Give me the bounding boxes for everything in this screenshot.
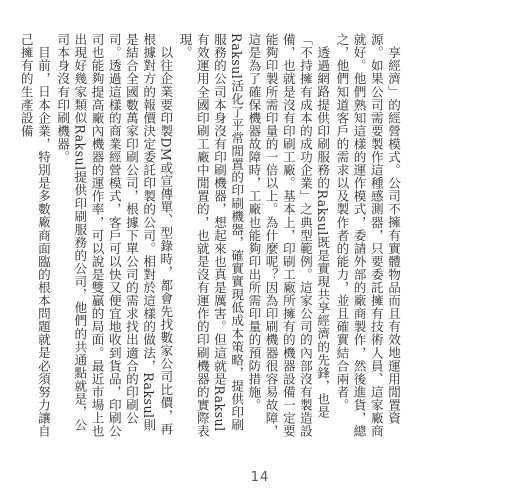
- paragraph: 目前，日本企業，特別是多數廠商面臨的根本問題就是必須努力讓自己擁有的生產設備: [18, 33, 51, 438]
- body-text: [18, 33, 402, 441]
- page-number: 14: [250, 470, 270, 485]
- paragraph: 享經濟」的經營模式。公司不擁有實體物品而且有效地運用閒置資源。如果公司需要製作這種感測器，只要委託擁有技術人員、這家廠商就好。他們熟知這樣的運作模式，委請外部的廠商製作，然後進貨，總之，他們知道客戶的需求以及製作者的能力，並且確實結合兩者。: [334, 33, 401, 438]
- paragraph: 透過網路提供印刷服務的Raksul既是實現共享經濟的先鋒，也是「不持擁有成本的成功企業」之典型範例。這家公司的內部沒有製造設備，也就是沒有印刷工廠。基本上，印刷工廠所擁有的機器設備一定要能夠印製所需印量的一倍以上。為什麼呢？因為印刷機器很容易故障，這是為了確保機器故障時，工廠也能夠印出所需印量的預防措施。Raksul活化了平常閒置的印刷機器，確實實現低成本策略，提供印刷服務的公司本身沒有印刷機器，想起來也真是厲害。但這就是Raksul有效運用全國印刷工廠中閒置的，也就是沒有運作的印刷機器的實際表現。: [177, 33, 331, 438]
- paragraph: 以往企業要印製DM或宣傳單、型錄時，都會先找數家公司比價，再根據對方的報價決定委託印製的公司。相對於這樣的做法，Raksul則是結合全國數萬家印刷公司，根據下單公司的需求找出適合的印刷公司。透過這樣的商業經營模式，客戶可以快又便宜地收到貨品，印刷公司也能夠提高廠內機器的運作率，可以說是雙贏的局面。最近市場上也出現好幾家類似Raksul提供印刷服務的公司，他們的共通點就是，公司本身沒有印刷機器。: [55, 33, 174, 438]
